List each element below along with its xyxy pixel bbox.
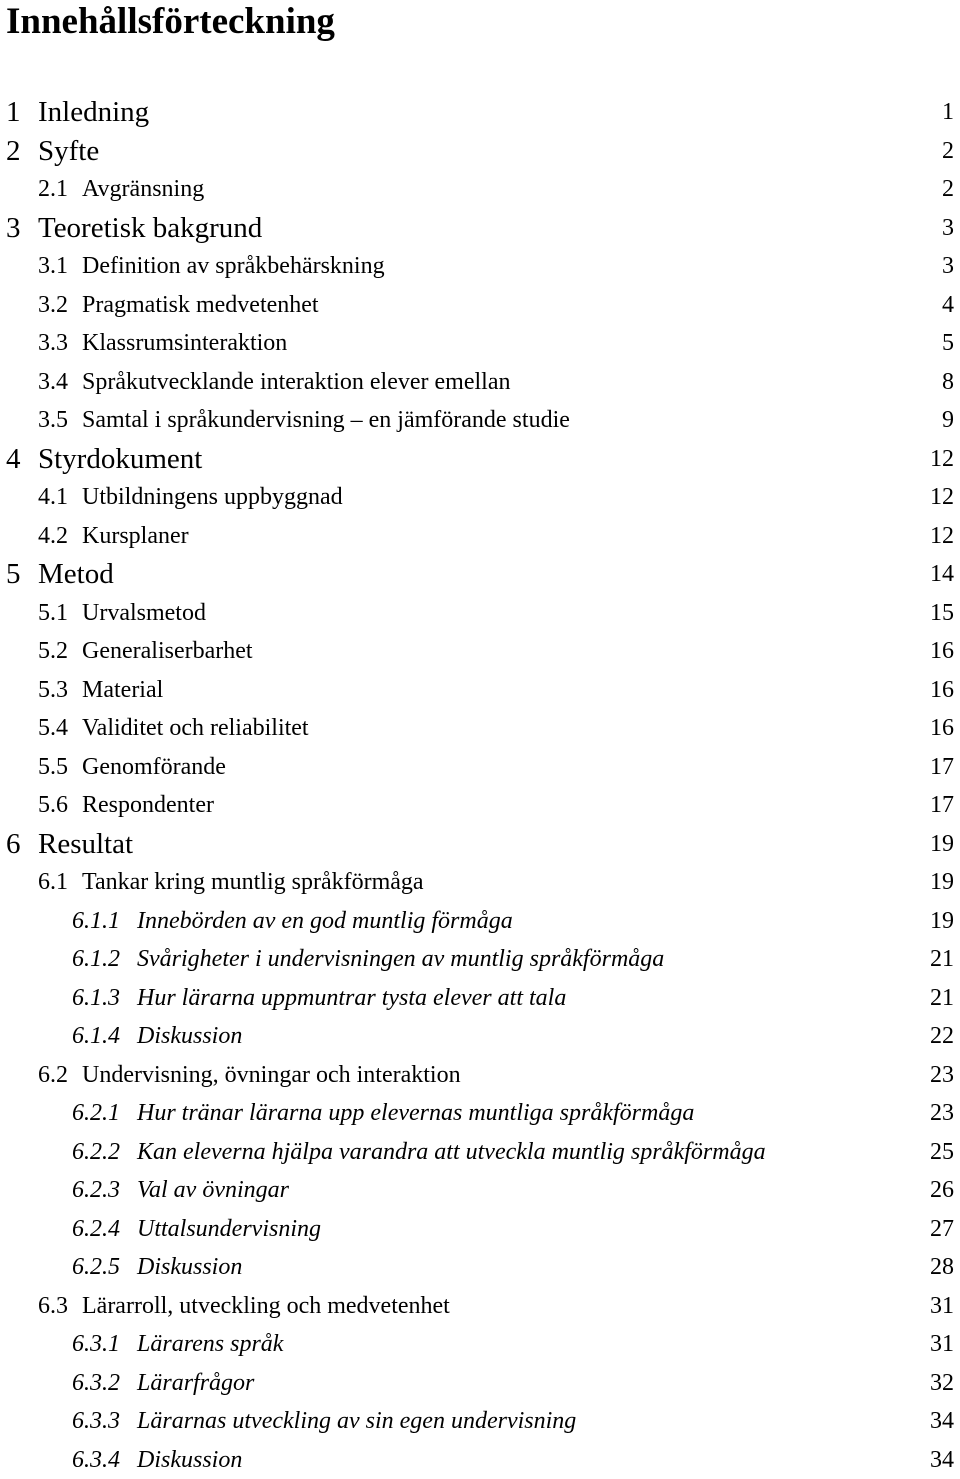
toc-entry <box>0 132 960 170</box>
toc-entry-number: 5.1 <box>38 599 68 626</box>
toc-entry-number: 4.1 <box>38 484 68 510</box>
toc-entry-title: Urvalsmetod <box>82 599 206 626</box>
toc-entry-number: 6.2.1 <box>72 1100 120 1126</box>
toc-entry-page-number: 31 <box>930 1292 954 1319</box>
toc-entry-title: Generaliserbarhet <box>82 638 253 664</box>
toc-entry-title: Resultat <box>38 827 134 860</box>
toc-entry-number: 3.5 <box>38 407 68 433</box>
toc-entry-number: 6.3.2 <box>72 1369 120 1396</box>
toc-entry <box>0 902 960 940</box>
toc-entry-number: 3.4 <box>38 368 68 395</box>
toc-entry-number: 6.2 <box>38 1061 68 1088</box>
toc-entry-number: 6.3.4 <box>72 1446 120 1473</box>
toc-entry-page-number: 21 <box>930 984 954 1011</box>
toc-entry-title: Samtal i språkundervisning – en jämförande studie <box>82 407 570 433</box>
toc-entry <box>0 979 960 1017</box>
toc-entry-title: Uttalsundervisning <box>137 1215 321 1242</box>
toc-entry-title: Lärarfrågor <box>137 1369 255 1396</box>
toc-entry-title: Språkutvecklande interaktion elever emellan <box>82 368 511 395</box>
toc-entry-page-number: 32 <box>930 1369 954 1396</box>
toc-entry <box>0 517 960 555</box>
toc-entry-title: Syfte <box>38 134 100 167</box>
toc-entry-title: Hur lärarna uppmuntrar tysta elever att tala <box>137 984 567 1011</box>
toc-entry <box>0 709 960 747</box>
toc-entry-number: 5.4 <box>38 715 68 741</box>
toc-entry <box>0 1094 960 1132</box>
toc-entry <box>0 594 960 632</box>
toc-entry <box>0 632 960 670</box>
toc-entry-title: Pragmatisk medvetenhet <box>82 291 319 318</box>
toc-entry-number: 6.2.4 <box>72 1215 120 1242</box>
toc-entry-title: Utbildningens uppbyggnad <box>82 484 343 510</box>
toc-entry-page-number: 23 <box>930 1061 954 1088</box>
toc-entry-page-number: 27 <box>930 1215 954 1242</box>
toc-entry-page-number: 26 <box>930 1177 954 1203</box>
toc-entry-number: 6.3.3 <box>72 1408 120 1434</box>
toc-entry-title: Klassrumsinteraktion <box>82 330 288 356</box>
toc-entry <box>0 1056 960 1094</box>
toc-entry <box>0 940 960 978</box>
toc-entry <box>0 1325 960 1363</box>
toc-entry <box>0 1017 960 1055</box>
toc-entry-page-number: 28 <box>930 1254 954 1280</box>
toc-entry-number: 5.6 <box>38 792 68 818</box>
toc-entry-page-number: 4 <box>942 291 954 318</box>
toc-entry-title: Lärarens språk <box>137 1331 284 1357</box>
toc-entry-title: Diskussion <box>137 1023 243 1049</box>
toc-entry-page-number: 9 <box>942 407 954 433</box>
toc-entry-number: 6 <box>6 827 21 860</box>
toc-entry-number: 2.1 <box>38 176 68 202</box>
toc-entry-title: Kursplaner <box>82 522 189 549</box>
toc-entry-number: 6.1.1 <box>72 907 120 934</box>
toc-entry-page-number: 2 <box>942 137 954 164</box>
toc-entry-page-number: 19 <box>930 869 954 895</box>
toc-entry <box>0 209 960 247</box>
toc-entry-number: 6.3.1 <box>72 1331 120 1357</box>
toc-entry <box>0 1402 960 1440</box>
toc-entry-title: Styrdokument <box>38 442 203 475</box>
toc-entry <box>0 401 960 439</box>
toc-entry-page-number: 12 <box>930 445 954 472</box>
toc-entry <box>0 863 960 901</box>
toc-entry-page-number: 16 <box>930 676 954 703</box>
toc-entry-number: 4 <box>6 442 21 475</box>
toc-entry-title: Definition av språkbehärskning <box>82 253 385 279</box>
toc-entry <box>0 671 960 709</box>
toc-entry-page-number: 5 <box>942 330 954 356</box>
toc-entry <box>0 1364 960 1402</box>
toc-entry-page-number: 2 <box>942 176 954 202</box>
toc-entry-title: Material <box>82 676 164 703</box>
toc-entry-number: 6.2.3 <box>72 1177 120 1203</box>
toc-entry-number: 3 <box>6 211 21 244</box>
toc-entry-number: 3.1 <box>38 253 68 279</box>
toc-entry-page-number: 23 <box>930 1100 954 1126</box>
toc-entry-number: 3.2 <box>38 291 68 318</box>
toc-entry-page-number: 1 <box>942 99 954 125</box>
toc-entry-title: Metod <box>38 558 114 590</box>
toc-entry-title: Genomförande <box>82 753 226 780</box>
toc-entry <box>0 1441 960 1479</box>
toc-entry <box>0 286 960 324</box>
toc-entry-number: 1 <box>6 96 21 128</box>
toc-entry <box>0 440 960 478</box>
toc-entry-number: 6.1.4 <box>72 1023 120 1049</box>
toc-entry-number: 6.3 <box>38 1292 68 1319</box>
toc-entry-title: Teoretisk bakgrund <box>38 211 263 244</box>
toc-entry-title: Val av övningar <box>137 1177 289 1203</box>
toc-entry-page-number: 34 <box>930 1446 954 1473</box>
toc-entry-number: 6.2.5 <box>72 1254 120 1280</box>
toc-entry <box>0 324 960 362</box>
toc-entry <box>0 93 960 131</box>
toc-entry-page-number: 34 <box>930 1408 954 1434</box>
toc-entry-page-number: 22 <box>930 1023 954 1049</box>
toc-entry-page-number: 16 <box>930 715 954 741</box>
toc-entry-title: Respondenter <box>82 792 214 818</box>
toc-entry-title: Innebörden av en god muntlig förmåga <box>137 907 513 934</box>
toc-entry-page-number: 12 <box>930 484 954 510</box>
toc-entry-title: Avgränsning <box>82 176 205 202</box>
toc-entry <box>0 170 960 208</box>
toc-entry <box>0 555 960 593</box>
toc-entry <box>0 363 960 401</box>
toc-entry <box>0 1287 960 1325</box>
toc-entry <box>0 1248 960 1286</box>
toc-entry-number: 5.2 <box>38 638 68 664</box>
toc-entry-number: 5.3 <box>38 676 68 703</box>
toc-entry-page-number: 17 <box>930 753 954 780</box>
toc-entry-page-number: 14 <box>930 561 954 587</box>
toc-entry-title: Validitet och reliabilitet <box>82 715 309 741</box>
toc-entry-title: Kan eleverna hjälpa varandra att utveckla muntlig språkförmåga <box>137 1138 766 1165</box>
toc-entry-number: 6.1 <box>38 869 68 895</box>
toc-entry-page-number: 16 <box>930 638 954 664</box>
toc-entry-page-number: 25 <box>930 1138 954 1165</box>
toc-entry-title: Lärarroll, utveckling och medvetenhet <box>82 1292 450 1319</box>
toc-entry <box>0 1171 960 1209</box>
toc-entry-page-number: 19 <box>930 907 954 934</box>
toc-entry <box>0 786 960 824</box>
toc-entry-title: Diskussion <box>137 1446 243 1473</box>
toc-entry <box>0 825 960 863</box>
toc-entry-title: Lärarnas utveckling av sin egen undervisning <box>137 1408 577 1434</box>
toc-entry <box>0 1133 960 1171</box>
toc-entry-title: Diskussion <box>137 1254 243 1280</box>
toc-entry-title: Tankar kring muntlig språkförmåga <box>82 869 424 895</box>
toc-entry-number: 4.2 <box>38 522 68 549</box>
toc-entry-number: 2 <box>6 134 21 167</box>
toc-entry-title: Undervisning, övningar och interaktion <box>82 1061 461 1088</box>
toc-entry <box>0 748 960 786</box>
toc-entry-page-number: 3 <box>942 253 954 279</box>
toc-entry-number: 5.5 <box>38 753 68 780</box>
toc-entry-page-number: 21 <box>930 946 954 972</box>
toc-entry <box>0 247 960 285</box>
toc-entry-title: Hur tränar lärarna upp elevernas muntliga språkförmåga <box>137 1100 695 1126</box>
toc-entry <box>0 1210 960 1248</box>
toc-entry-number: 6.1.3 <box>72 984 120 1011</box>
toc-entry-page-number: 3 <box>942 214 954 241</box>
toc-entry-title: Inledning <box>38 96 150 128</box>
toc-entry-page-number: 19 <box>930 830 954 857</box>
toc-entry-number: 3.3 <box>38 330 68 356</box>
page-title: Innehållsförteckning <box>6 1 335 42</box>
toc-entry-page-number: 31 <box>930 1331 954 1357</box>
toc-entry-number: 6.1.2 <box>72 946 120 972</box>
toc-entry-page-number: 8 <box>942 368 954 395</box>
toc-entry-number: 6.2.2 <box>72 1138 120 1165</box>
toc-entry-page-number: 17 <box>930 792 954 818</box>
toc-entry <box>0 478 960 516</box>
toc-entry-title: Svårigheter i undervisningen av muntlig språkförmåga <box>137 946 665 972</box>
toc-entry-page-number: 15 <box>930 599 954 626</box>
toc-entry-page-number: 12 <box>930 522 954 549</box>
toc-entry-number: 5 <box>6 558 21 590</box>
